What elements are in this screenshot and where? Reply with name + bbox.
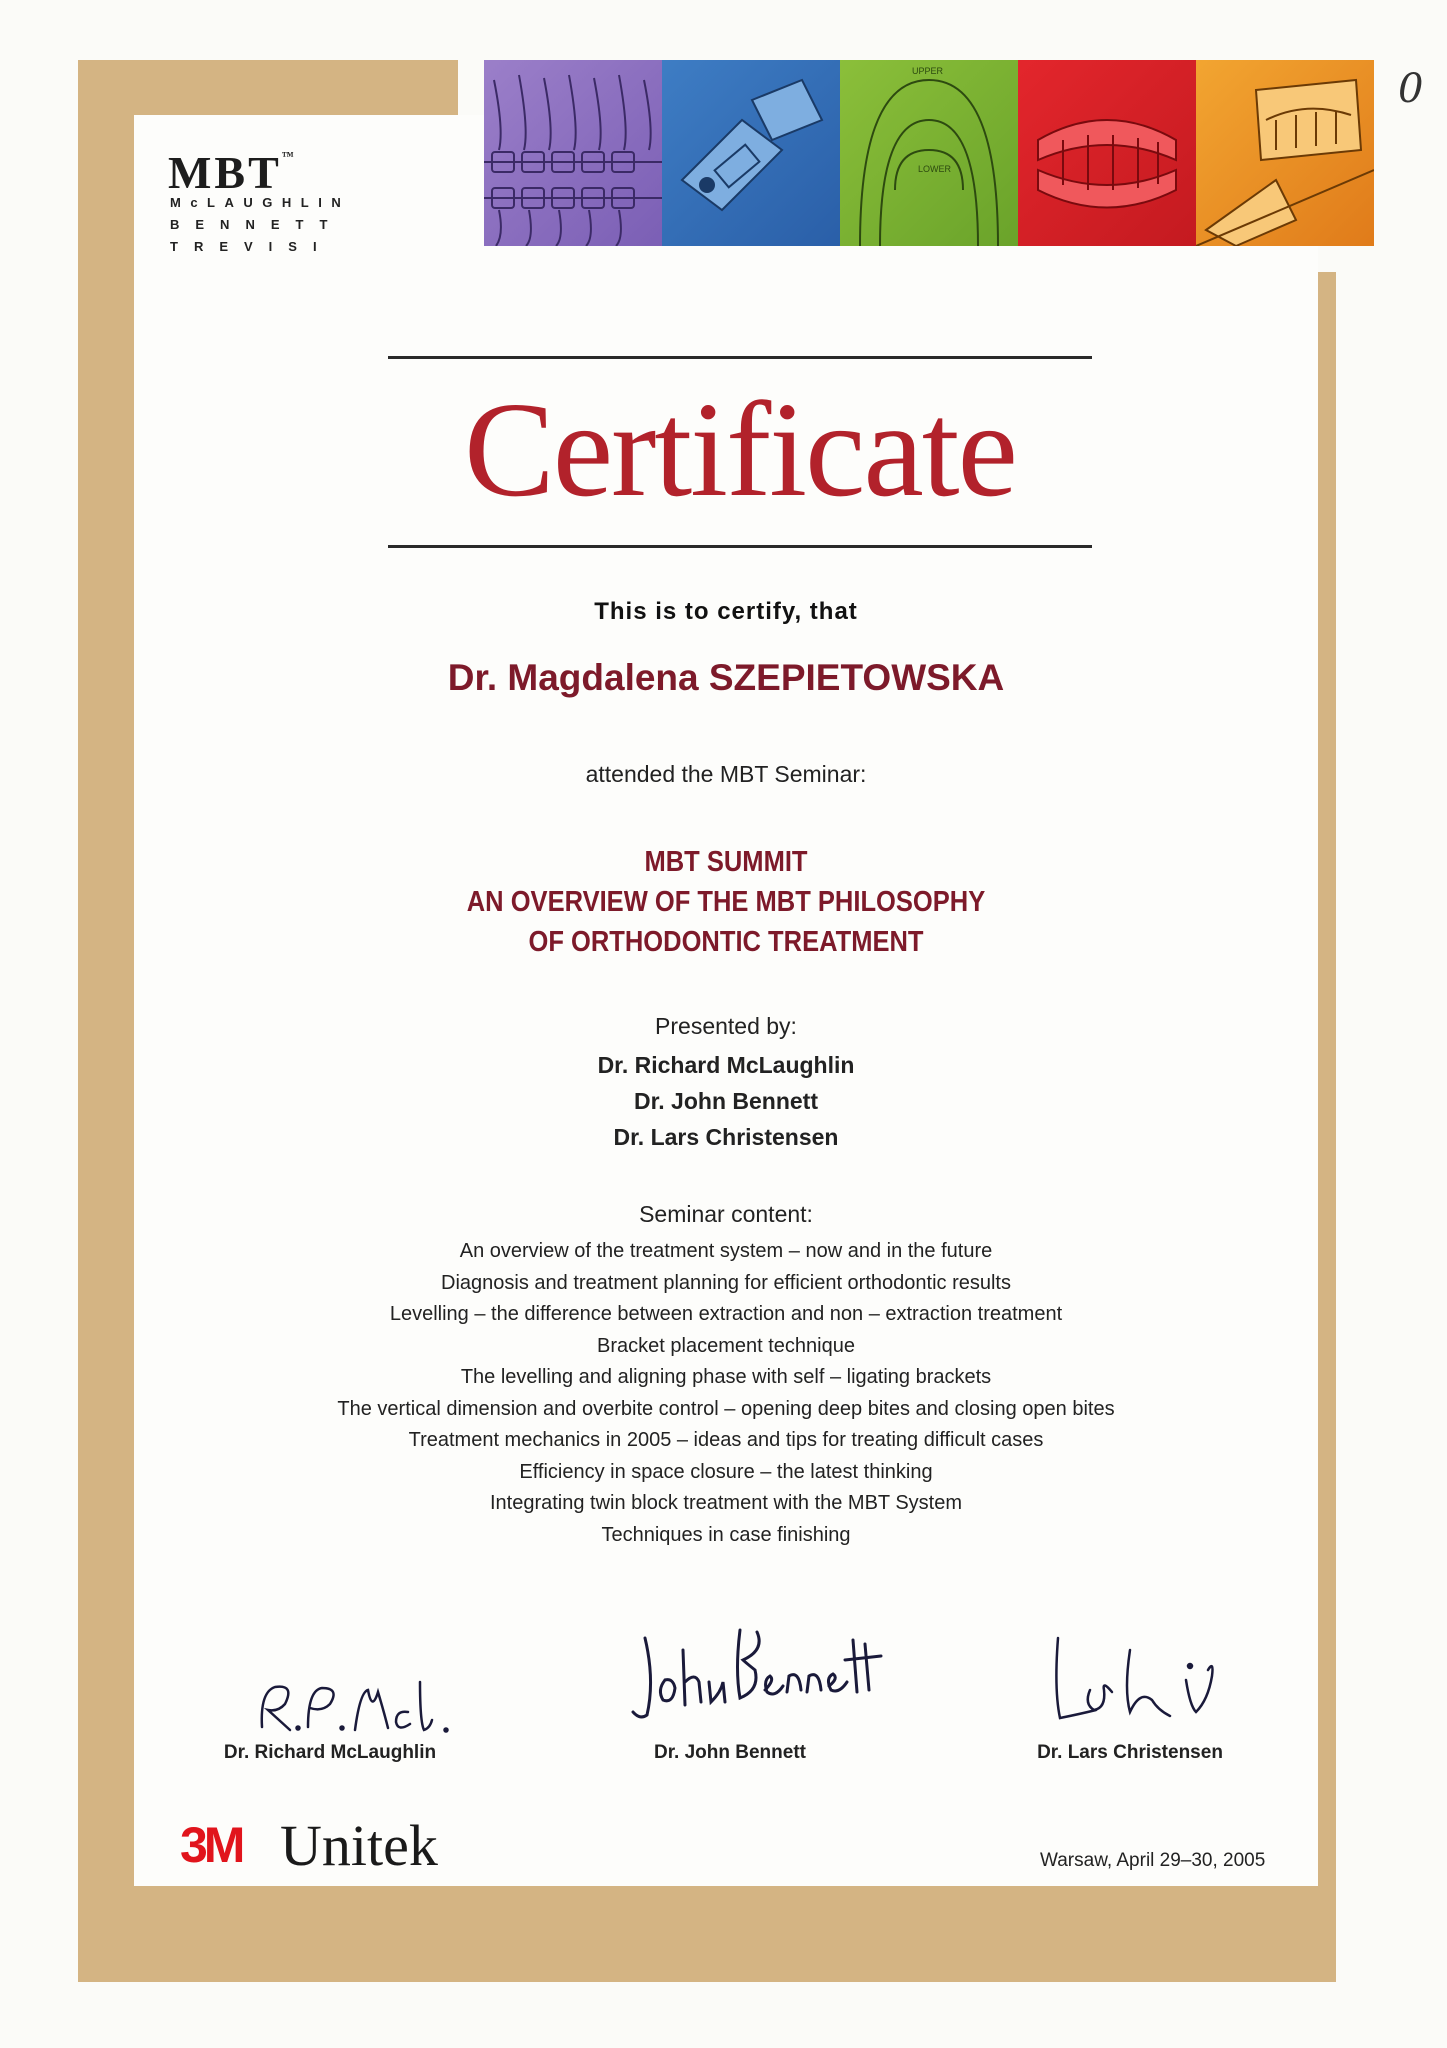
content-item: The levelling and aligning phase with self – ligating brackets (460, 1366, 992, 1388)
content-item: An overview of the treatment system – now and in the future (459, 1240, 993, 1262)
content-item: Techniques in case finishing (601, 1524, 851, 1546)
seminar-title-line-3: OF ORTHODONTIC TREATMENT (528, 926, 924, 958)
frame-left (78, 60, 134, 1982)
logo-line-trevisi: TREVISI (170, 239, 333, 254)
signatory-name-3: Dr. Lars Christensen (1037, 1742, 1223, 1763)
handwritten-mark: 0 (1398, 66, 1424, 112)
title-rule-bottom (388, 545, 1092, 548)
mbt-logo (168, 147, 294, 198)
seminar-title-line-1: MBT SUMMIT (644, 846, 808, 878)
recipient-name: Dr. Magdalena SZEPIETOWSKA (447, 657, 1005, 698)
svg-text:LOWER: LOWER (918, 164, 952, 174)
presenter-1: Dr. Richard McLaughlin (597, 1052, 855, 1078)
unitek-wordmark: Unitek (280, 1813, 438, 1878)
dentition-illustration (1018, 60, 1196, 246)
bracket-illustration (662, 60, 840, 246)
presented-label: Presented by: (655, 1013, 797, 1039)
dental-model-illustration (1196, 60, 1374, 246)
certificate-title: Certificate (464, 375, 1016, 525)
certify-text: This is to certify, that (594, 598, 858, 625)
content-item: The vertical dimension and overbite control – opening deep bites and closing open bites (337, 1398, 1115, 1420)
content-item: Bracket placement technique (597, 1335, 855, 1357)
logo-line-bennett: BENNETT (170, 217, 344, 232)
seminar-content-label: Seminar content: (639, 1201, 813, 1227)
place-and-date: Warsaw, April 29–30, 2005 (1040, 1850, 1266, 1871)
signatory-name-2: Dr. John Bennett (653, 1742, 806, 1763)
content-item: Levelling – the difference between extraction and non – extraction treatment (389, 1303, 1063, 1325)
content-item: Efficiency in space closure – the latest thinking (519, 1461, 933, 1483)
signature-christensen (1040, 1630, 1240, 1730)
presenter-2: Dr. John Bennett (633, 1088, 818, 1114)
content-item: Diagnosis and treatment planning for efficient orthodontic results (441, 1272, 1011, 1294)
teeth-brackets-illustration (484, 60, 662, 246)
signature-mclaughlin (250, 1672, 460, 1742)
signature-bennett (625, 1620, 885, 1730)
content-item: Integrating twin block treatment with the MBT System (489, 1492, 963, 1514)
frame-bottom (78, 1886, 1336, 1982)
attended-text: attended the MBT Seminar: (585, 761, 867, 787)
logo-brand: MBT (168, 147, 282, 198)
frame-top (78, 60, 458, 115)
svg-text:UPPER: UPPER (912, 66, 944, 76)
seminar-title-line-2: AN OVERVIEW OF THE MBT PHILOSOPHY (466, 886, 986, 918)
content-item: Treatment mechanics in 2005 – ideas and tips for treating difficult cases (408, 1429, 1044, 1451)
title-rule-top (388, 356, 1092, 359)
frame-right (1318, 272, 1336, 1982)
3m-logo: 3M (180, 1817, 242, 1873)
arch-form-illustration (840, 60, 1018, 246)
logo-line-mclaughlin: McLAUGHLIN (170, 195, 351, 210)
presenter-3: Dr. Lars Christensen (613, 1124, 839, 1150)
signatory-name-1: Dr. Richard McLaughlin (223, 1742, 437, 1763)
logo-trademark: ™ (281, 149, 294, 163)
